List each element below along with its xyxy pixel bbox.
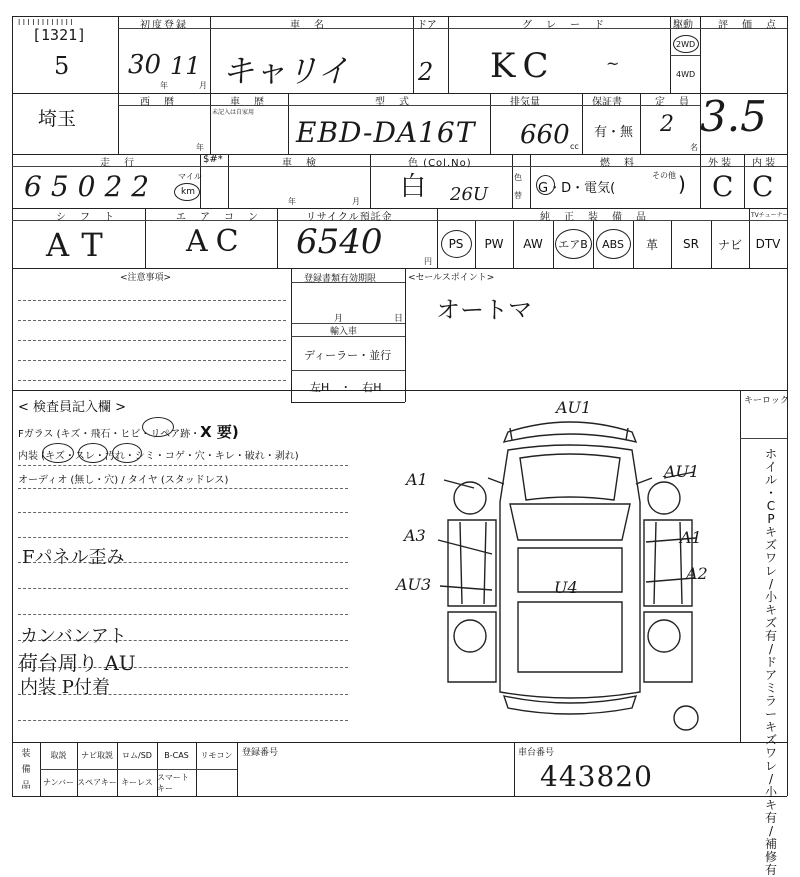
mile-label: マイル — [178, 172, 202, 181]
side-note-char: ド — [764, 655, 777, 669]
first-reg-year: 30 — [128, 50, 162, 80]
chip-circle — [142, 417, 174, 437]
keylock-label: キーロック — [744, 396, 789, 406]
footer-manual: 取説 — [50, 751, 67, 760]
footer-number: ナンバー — [42, 778, 75, 787]
damage-label: AU1 — [664, 462, 700, 481]
fuel-label: 燃 料 — [600, 158, 636, 169]
side-note-char: レ — [764, 564, 777, 578]
drive-2wd-circle — [673, 35, 699, 53]
grade-dash: ~ — [606, 54, 620, 73]
interior-value: C — [752, 170, 774, 203]
inspection-label: 車 検 — [282, 158, 318, 169]
damage-label: AU3 — [396, 575, 432, 594]
damage-label: A1 — [406, 470, 428, 489]
footer-keyless: キーレス — [121, 778, 153, 787]
yen-unit: 円 — [424, 257, 432, 266]
equip-sr: SR — [683, 237, 699, 251]
ac-value: AC — [186, 224, 247, 259]
score-label: 評 価 点 — [718, 20, 778, 31]
footer-remote: リモコン — [200, 751, 233, 760]
cc-unit: cc — [570, 142, 579, 151]
month-unit: 月 — [199, 81, 207, 90]
footer-smart-key: スマートキー — [157, 772, 189, 793]
model-label: 型 式 — [375, 97, 411, 108]
side-note-char: ・ — [764, 486, 777, 500]
year-unit: 年 — [196, 143, 204, 152]
sales-point-label: <セールスポイント> — [408, 273, 495, 283]
region-name: 埼玉 — [38, 108, 77, 130]
side-note-char: / — [768, 642, 774, 656]
damage-label: A1 — [680, 528, 702, 547]
side-note-char: イ — [764, 460, 777, 474]
side-note-char: キ — [764, 603, 777, 617]
chassis-value: 443820 — [540, 760, 653, 793]
frame-bottom — [12, 796, 787, 797]
side-note-char: ズ — [764, 616, 777, 630]
recycle-label: リサイクル預託金 — [306, 212, 393, 223]
color-change-label: 色 替 — [514, 173, 522, 200]
side-note-char: ワ — [764, 746, 777, 760]
equipment-col-label: 装 備 品 — [21, 749, 31, 791]
unit-label: $#* — [203, 154, 223, 165]
note-interior: 内装 P付着 — [20, 677, 110, 698]
displacement-label: 排気量 — [510, 97, 540, 108]
fuel-close: ) — [678, 172, 686, 196]
side-note-char: ズ — [764, 538, 777, 552]
ac-label: エ ア コ ン — [176, 212, 260, 223]
km-circle — [174, 183, 200, 201]
equipment-label: 純 正 装 備 品 — [540, 212, 648, 223]
history-label: 車 歴 — [230, 97, 266, 108]
interior-line: 内装 (キズ・スレ・汚れ・シミ・コゲ・穴・キレ・破れ・剥れ) — [18, 451, 299, 462]
side-note-char: ミ — [764, 681, 777, 695]
door-value: 2 — [418, 58, 434, 86]
tuner-label: TVチューナー — [751, 212, 789, 219]
year-unit: 年 — [160, 81, 168, 90]
dealer-label: ディーラー・並行 — [304, 349, 392, 362]
drive-label: 駆動 — [673, 20, 693, 31]
equip-ps: PS — [437, 217, 475, 271]
drive-2wd: 2WD — [676, 40, 696, 49]
damage-label: U4 — [554, 578, 578, 597]
scuff-circle — [78, 443, 108, 463]
damage-label: A3 — [404, 526, 426, 545]
grade-label: グ レ ー ド — [522, 20, 606, 31]
lot-number: [1321] — [32, 26, 87, 44]
import-label: 輸入車 — [330, 327, 358, 337]
side-note-char: 有 — [764, 811, 777, 825]
side-note-char: / — [768, 577, 774, 591]
caution-label: <注意事項> — [120, 273, 172, 283]
shift-value: AT — [46, 226, 117, 264]
km-label: km — [181, 187, 195, 197]
audio-line: オーディオ (無し・穴) / タイヤ (スタッドレス) — [18, 475, 229, 486]
chassis-label: 車台番号 — [518, 748, 555, 758]
side-note-char: キ — [764, 525, 777, 539]
model-value: EBD-DA16T — [296, 116, 476, 149]
side-note-char: ア — [764, 668, 777, 682]
side-note-char: キ — [764, 798, 777, 812]
side-note-char: / — [768, 772, 774, 786]
equip-abs: ABS — [593, 217, 633, 271]
mileage-label: 走 行 — [100, 158, 136, 169]
exterior-value: C — [712, 170, 734, 203]
side-note-char: 小 — [764, 590, 777, 604]
side-note-char: ー — [764, 707, 777, 721]
color-value: 白 — [400, 172, 427, 202]
side-note-char: 小 — [764, 785, 777, 799]
row-line — [12, 390, 787, 391]
fuel-gas-circle — [536, 175, 555, 195]
reg-doc-label: 登録書類有効期限 — [304, 274, 377, 284]
month-unit: 月 — [352, 197, 360, 206]
exterior-label: 外 装 — [708, 158, 732, 169]
equip-leather: 革 — [645, 237, 658, 252]
side-note-char: / — [768, 824, 774, 838]
damage-label: A2 — [686, 564, 708, 583]
door-label: ドア — [417, 20, 437, 31]
side-note-char: ワ — [764, 551, 777, 565]
side-note-char: ラ — [764, 694, 777, 708]
side-note-char: キ — [764, 720, 777, 734]
lot-sequence: 5 — [54, 52, 70, 80]
fuel-other: その他 — [652, 171, 676, 180]
equip-dtv: DTV — [755, 237, 781, 251]
car-name-label: 車 名 — [290, 20, 326, 31]
shift-label: シ フ ト — [56, 212, 116, 223]
row-line — [12, 208, 787, 209]
color-code: 26U — [450, 184, 489, 205]
note-bed: 荷台周り AU — [18, 651, 136, 675]
side-note-char: 有 — [764, 629, 777, 643]
equip-airbag: エアB — [553, 217, 593, 271]
side-notes — [758, 448, 784, 877]
note-sign: カンバンアト — [20, 626, 127, 647]
mileage-value: 65022 — [24, 170, 159, 203]
footer-rom-sd: ロム/SD — [122, 751, 152, 760]
day-unit: 日 — [394, 314, 404, 324]
footer-spare-key: スペアキー — [77, 778, 117, 787]
frame-right — [787, 16, 788, 796]
handle-label: 左H ・ 右H — [310, 381, 382, 394]
note-panel: Fパネル歪み — [22, 547, 125, 568]
side-note-char: ズ — [764, 733, 777, 747]
month-unit: 月 — [334, 314, 344, 324]
capacity-label: 定 員 — [655, 97, 691, 108]
warranty-label: 保証書 — [592, 97, 622, 108]
first-reg-label: 初度登録 — [140, 20, 188, 31]
side-note-char: C — [766, 499, 776, 513]
year-unit: 年 — [288, 197, 296, 206]
side-note-char: 補 — [764, 837, 777, 851]
equip-pw: PW — [484, 237, 504, 251]
damage-label: AU1 — [556, 398, 592, 417]
side-note-char: ホ — [764, 447, 777, 461]
side-note-char: ル — [764, 473, 777, 487]
dirt-circle — [112, 443, 142, 463]
footer-bcas: B-CAS — [164, 751, 189, 760]
frame-left — [12, 16, 13, 796]
color-label: 色 (Col.No) — [408, 158, 472, 169]
side-note-char: 修 — [764, 850, 777, 864]
inspector-title: < 検査員記入欄 > — [18, 400, 127, 415]
displacement-value: 660 — [520, 120, 570, 150]
sales-point-value: オートマ — [436, 296, 532, 324]
fuel-options: G・D・電気( — [538, 181, 616, 196]
grade-value: KC — [490, 46, 557, 86]
side-note-char: レ — [764, 759, 777, 773]
recycle-value: 6540 — [296, 222, 383, 262]
history-sub: 未記入は自家用 — [212, 109, 255, 116]
warranty-value: 有・無 — [594, 125, 634, 140]
seireki-label: 西 暦 — [140, 97, 176, 108]
equip-navi: ナビ — [717, 237, 742, 252]
person-unit: 名 — [690, 143, 698, 152]
reg-number-label: 登録番号 — [242, 748, 279, 758]
equip-aw: AW — [523, 237, 543, 251]
side-note-char: 有 — [764, 863, 777, 877]
car-name-value: キャリイ — [222, 52, 350, 90]
scratch-circle — [42, 443, 74, 463]
first-reg-month: 11 — [170, 52, 201, 80]
footer-navi-manual: ナビ取説 — [81, 751, 113, 760]
glass-line: Fガラス (キズ・飛石・ヒビ・リペア跡・X 要) — [18, 423, 239, 441]
capacity-value: 2 — [660, 112, 674, 137]
region-stamp: l l l l l l l l l l l l — [18, 18, 73, 27]
side-note-char: P — [767, 512, 775, 526]
drive-4wd: 4WD — [676, 70, 696, 79]
interior-label: 内 装 — [752, 158, 776, 169]
score-value: 3.5 — [700, 92, 767, 141]
